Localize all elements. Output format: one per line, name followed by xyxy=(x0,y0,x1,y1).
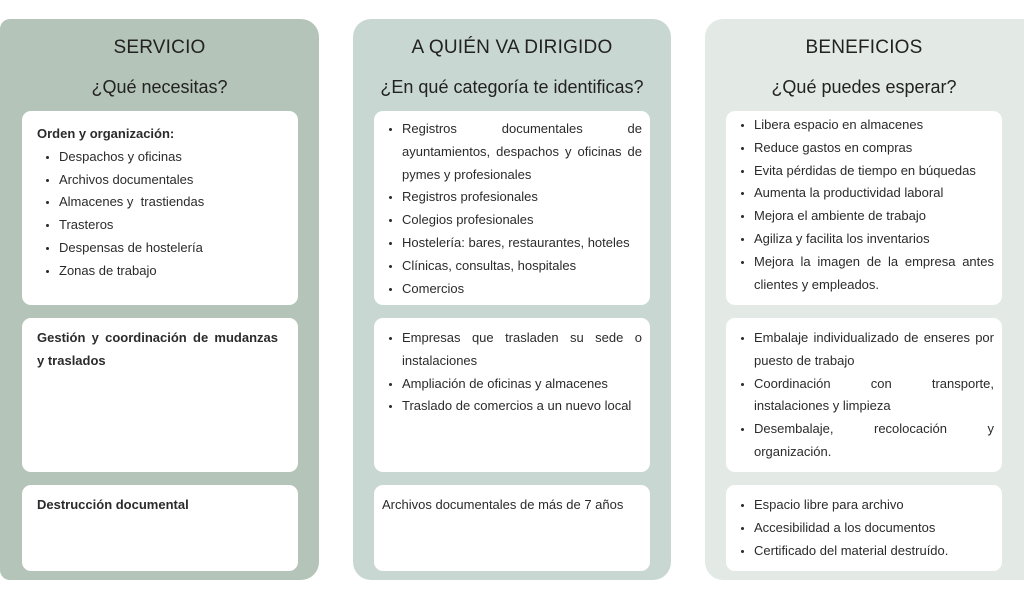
list-item: • Mejora el ambiente de trabajo xyxy=(754,205,994,228)
list-item: • Desembalaje, recolocación y organización. xyxy=(754,418,994,464)
bullet-list xyxy=(732,114,994,296)
list-item: • Mejora la imagen de la empresa antes clientes y empleados. xyxy=(754,251,994,297)
list-item: • Agiliza y facilita los inventarios xyxy=(754,228,994,251)
beneficios-card-mudanzas xyxy=(726,318,1002,472)
column-question: ¿En qué categoría te identificas? xyxy=(380,77,644,97)
bullet-list xyxy=(732,327,994,464)
list-item: • Evita pérdidas de tiempo en búquedas xyxy=(754,160,994,183)
list-item: • Zonas de trabajo xyxy=(59,260,284,283)
column-dirigido xyxy=(353,19,671,580)
bullet-list xyxy=(380,327,642,418)
list-item: • Hostelería: bares, restaurantes, hoteles xyxy=(402,232,642,255)
bullet-list xyxy=(732,494,994,562)
servicio-card-destruccion xyxy=(22,485,298,571)
list-item: • Despachos y oficinas xyxy=(59,146,284,169)
list-item: • Almacenes y trastiendas xyxy=(59,191,284,214)
list-item: • Libera espacio en almacenes xyxy=(754,114,994,137)
beneficios-card-ventajas xyxy=(726,111,1002,305)
card-text: Archivos documentales de más de 7 años xyxy=(382,497,624,512)
dirigido-card-empresas xyxy=(374,318,650,472)
column-title: A QUIÉN VA DIRIGIDO xyxy=(411,37,613,58)
servicio-card-orden xyxy=(22,111,298,305)
list-item: • Clínicas, consultas, hospitales xyxy=(402,255,642,278)
list-item: • Aumenta la productividad laboral xyxy=(754,182,994,205)
dirigido-card-archivos xyxy=(374,485,650,571)
servicio-card-mudanzas xyxy=(22,318,298,472)
list-item: • Accesibilidad a los documentos xyxy=(754,517,994,540)
list-item: • Espacio libre para archivo xyxy=(754,494,994,517)
card-heading: Gestión y coordinación de mudanzas y traslados xyxy=(37,330,278,368)
column-servicio xyxy=(0,19,319,580)
list-item: • Trasteros xyxy=(59,214,284,237)
beneficios-card-destruccion xyxy=(726,485,1002,571)
list-item: • Registros documentales de ayuntamientos, despachos y oficinas de pymes y profesionales xyxy=(402,118,642,186)
list-item: • Coordinación con transporte, instalaciones y limpieza xyxy=(754,373,994,419)
list-item: • Reduce gastos en compras xyxy=(754,137,994,160)
list-item: • Empresas que trasladen su sede o instalaciones xyxy=(402,327,642,373)
list-item: • Colegios profesionales xyxy=(402,209,642,232)
list-item: • Embalaje individualizado de enseres por puesto de trabajo xyxy=(754,327,994,373)
list-item: • Traslado de comercios a un nuevo local xyxy=(402,395,642,418)
column-beneficios xyxy=(705,19,1024,580)
list-item: • Certificado del material destruído. xyxy=(754,540,994,563)
list-item: • Registros profesionales xyxy=(402,186,642,209)
list-item: • Despensas de hostelería xyxy=(59,237,284,260)
list-item: • Ampliación de oficinas y almacenes xyxy=(402,373,642,396)
card-heading: Orden y organización: xyxy=(37,126,175,141)
column-title: SERVICIO xyxy=(113,37,206,58)
card-heading: Destrucción documental xyxy=(37,497,189,512)
column-question: ¿Qué puedes esperar? xyxy=(771,77,957,97)
dirigido-card-categorias xyxy=(374,111,650,305)
bullet-list xyxy=(37,146,284,283)
bullet-list xyxy=(380,118,642,300)
list-item: • Comercios xyxy=(402,278,642,301)
list-item: • Archivos documentales xyxy=(59,169,284,192)
column-question: ¿Qué necesitas? xyxy=(91,77,228,97)
column-title: BENEFICIOS xyxy=(805,37,923,58)
